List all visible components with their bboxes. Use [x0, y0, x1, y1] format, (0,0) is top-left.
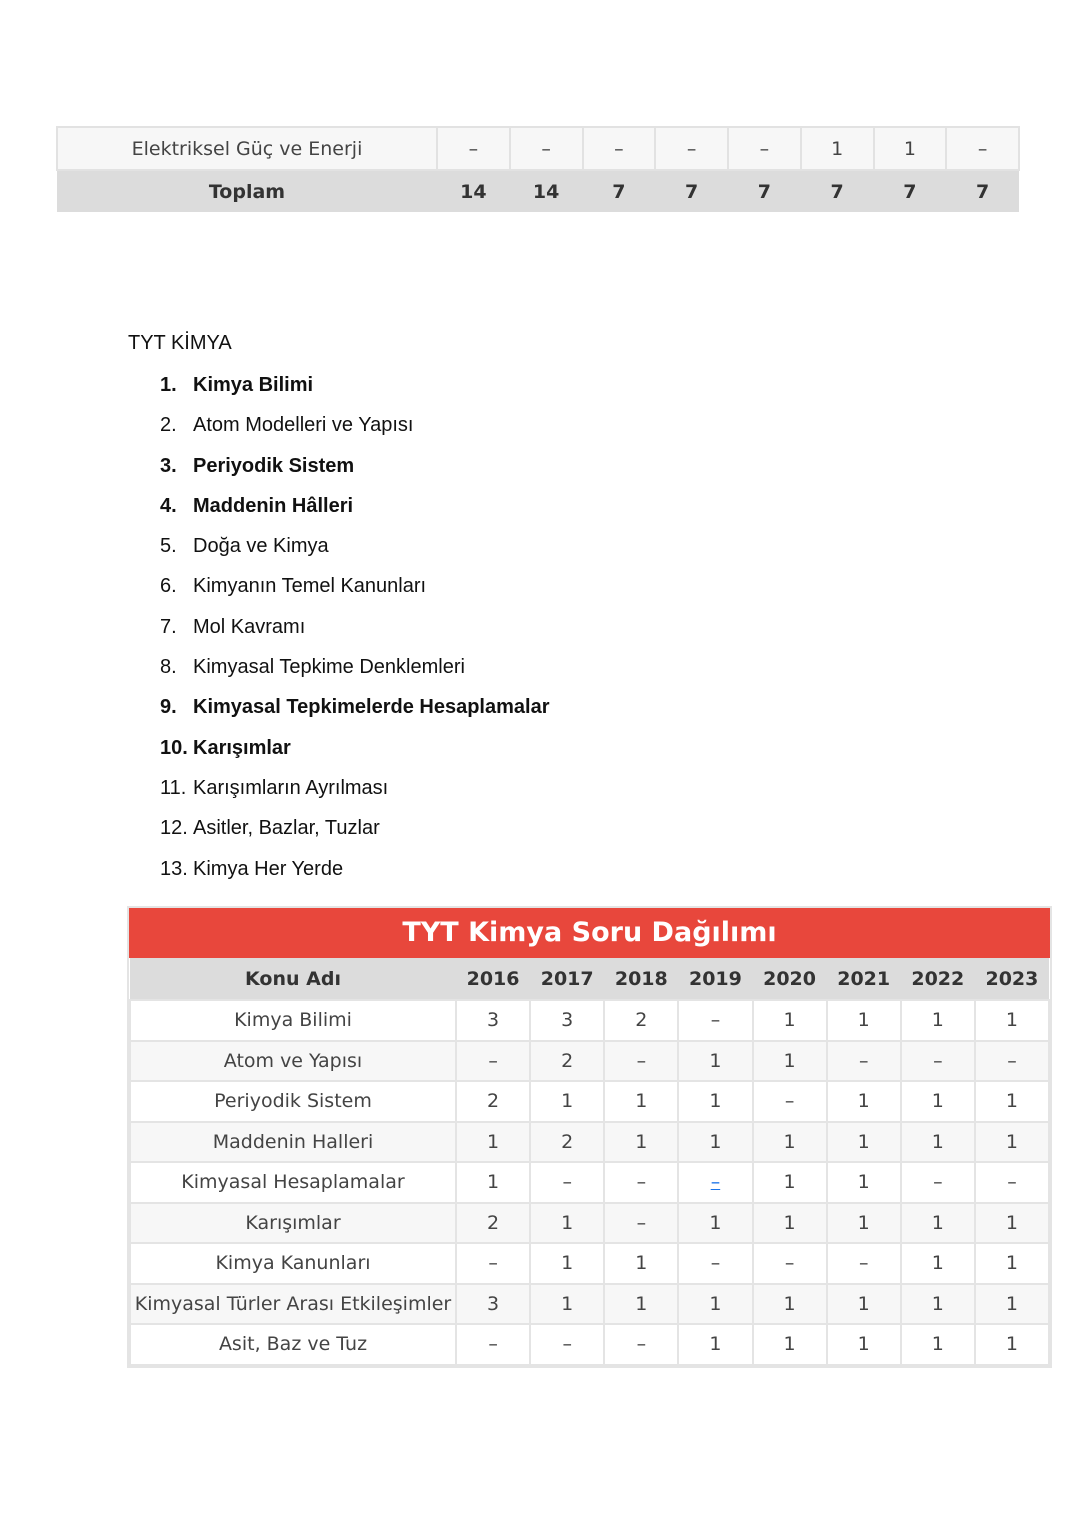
value-cell: 1 — [604, 1243, 678, 1284]
topic-cell: Elektriksel Güç ve Enerji — [57, 127, 437, 170]
topic-label: Kimya Her Yerde — [193, 857, 344, 880]
value-cell: 1 — [901, 1324, 975, 1365]
value-cell: 1 — [827, 1203, 901, 1244]
column-header-year: 2017 — [530, 958, 604, 1000]
value-cell: 3 — [456, 1284, 530, 1325]
value-cell: 1 — [678, 1203, 752, 1244]
value-cell: 1 — [753, 1162, 827, 1203]
topic-cell: Maddenin Halleri — [130, 1122, 456, 1163]
topic-number: 5. — [160, 535, 177, 558]
topic-number: 6. — [160, 575, 177, 598]
value-cell: 1 — [753, 1041, 827, 1082]
topic-label: Atom Modelleri ve Yapısı — [193, 414, 414, 437]
topic-label: Kimyanın Temel Kanunları — [193, 575, 427, 598]
table-row — [130, 1041, 1049, 1082]
value-cell: 1 — [901, 1000, 975, 1041]
topic-list-item — [160, 776, 549, 816]
topic-list-item — [160, 494, 549, 534]
value-cell: 1 — [530, 1203, 604, 1244]
topic-cell: Kimya Bilimi — [130, 1000, 456, 1041]
value-cell: 1 — [678, 1122, 752, 1163]
column-header-topic: Konu Adı — [130, 958, 456, 1000]
topic-list-item — [160, 736, 549, 776]
topic-list-item — [160, 574, 549, 614]
value-cell: 1 — [901, 1203, 975, 1244]
table-row — [130, 1324, 1049, 1365]
topic-list-item — [160, 615, 549, 655]
topic-number: 13. — [160, 857, 188, 880]
table-row — [130, 1000, 1049, 1041]
value-cell: 2 — [456, 1081, 530, 1122]
value-cell: 2 — [530, 1122, 604, 1163]
topic-cell: Kimyasal Hesaplamalar — [130, 1162, 456, 1203]
value-cell: 1 — [753, 1000, 827, 1041]
value-cell: – — [604, 1162, 678, 1203]
value-cell: 1 — [901, 1284, 975, 1325]
topic-cell: Atom ve Yapısı — [130, 1041, 456, 1082]
distribution-title: TYT Kimya Soru Dağılımı — [129, 908, 1050, 958]
topic-label: Asitler, Bazlar, Tuzlar — [193, 817, 380, 840]
topic-number: 1. — [160, 374, 177, 396]
table-header-row — [130, 958, 1049, 1000]
value-cell: – — [456, 1324, 530, 1365]
total-row — [57, 170, 1019, 212]
value-cell: – — [827, 1243, 901, 1284]
value-cell: 1 — [975, 1000, 1049, 1041]
topic-number: 4. — [160, 494, 177, 517]
topic-label: Periyodik Sistem — [193, 454, 355, 477]
value-cell: 1 — [456, 1162, 530, 1203]
value-cell: – — [583, 127, 656, 170]
column-header-year: 2019 — [678, 958, 752, 1000]
value-cell: 1 — [753, 1203, 827, 1244]
topic-number: 10. — [160, 736, 188, 759]
value-cell: – — [678, 1000, 752, 1041]
topic-list-item — [160, 413, 549, 453]
value-cell: 1 — [678, 1041, 752, 1082]
topic-list-item — [160, 655, 549, 695]
value-cell: 1 — [604, 1122, 678, 1163]
table-row — [130, 1081, 1049, 1122]
table-row — [130, 1162, 1049, 1203]
topic-list-item — [160, 373, 549, 413]
topic-label: Kimya Bilimi — [193, 374, 314, 396]
distribution-table-card — [127, 906, 1052, 1368]
value-cell: 1 — [827, 1000, 901, 1041]
value-cell: 2 — [530, 1041, 604, 1082]
topic-cell: Asit, Baz ve Tuz — [130, 1324, 456, 1365]
topic-label: Karışımlar — [193, 736, 291, 759]
topic-number: 3. — [160, 454, 177, 477]
value-cell: – — [604, 1324, 678, 1365]
column-header-year: 2023 — [975, 958, 1049, 1000]
topic-list-item — [160, 695, 549, 735]
value-cell: 1 — [530, 1243, 604, 1284]
value-cell: 1 — [901, 1243, 975, 1284]
value-cell — [678, 1162, 752, 1203]
value-link[interactable]: – — [710, 1171, 721, 1194]
value-cell: – — [604, 1041, 678, 1082]
topic-number: 11. — [160, 776, 187, 799]
topic-cell: Kimya Kanunları — [130, 1243, 456, 1284]
value-cell: – — [456, 1041, 530, 1082]
section-title: TYT KİMYA — [128, 332, 232, 354]
topic-cell: Periyodik Sistem — [130, 1081, 456, 1122]
value-cell: – — [437, 127, 510, 170]
value-cell: 3 — [456, 1000, 530, 1041]
topic-number: 12. — [160, 817, 188, 840]
value-cell: – — [678, 1243, 752, 1284]
table-row — [130, 1203, 1049, 1244]
value-cell: 1 — [530, 1081, 604, 1122]
topic-cell: Karışımlar — [130, 1203, 456, 1244]
table-row — [130, 1284, 1049, 1325]
total-cell: 14 — [437, 170, 510, 212]
value-cell: 1 — [530, 1284, 604, 1325]
total-cell: 7 — [583, 170, 656, 212]
topic-list-item — [160, 857, 549, 897]
table-row — [130, 1243, 1049, 1284]
value-cell: 1 — [975, 1243, 1049, 1284]
column-header-year: 2016 — [456, 958, 530, 1000]
total-cell: 7 — [946, 170, 1019, 212]
column-header-year: 2022 — [901, 958, 975, 1000]
value-cell: 1 — [678, 1081, 752, 1122]
value-cell: – — [604, 1203, 678, 1244]
total-cell: 7 — [728, 170, 801, 212]
value-cell: – — [753, 1243, 827, 1284]
value-cell: 2 — [456, 1203, 530, 1244]
topic-list-item — [160, 454, 549, 494]
topic-label: Doğa ve Kimya — [193, 535, 329, 558]
table-row — [57, 127, 1019, 170]
topic-label: Karışımların Ayrılması — [193, 776, 389, 799]
value-cell: 1 — [678, 1284, 752, 1325]
value-cell: 3 — [530, 1000, 604, 1041]
value-cell: 1 — [753, 1284, 827, 1325]
topic-list-item — [160, 534, 549, 574]
value-cell: 1 — [604, 1284, 678, 1325]
value-cell: – — [728, 127, 801, 170]
value-cell: – — [946, 127, 1019, 170]
topic-label: Maddenin Hâlleri — [193, 494, 354, 517]
value-cell: 1 — [604, 1081, 678, 1122]
value-cell: 1 — [901, 1081, 975, 1122]
column-header-year: 2020 — [753, 958, 827, 1000]
topic-number: 7. — [160, 615, 177, 638]
topic-label: Kimyasal Tepkime Denklemleri — [193, 656, 465, 679]
total-cell: 7 — [874, 170, 947, 212]
value-cell: – — [456, 1243, 530, 1284]
topic-number: 9. — [160, 696, 177, 719]
topic-label: Kimyasal Tepkimelerde Hesaplamalar — [193, 696, 550, 719]
value-cell: 1 — [827, 1324, 901, 1365]
value-cell: 1 — [827, 1122, 901, 1163]
total-cell: 14 — [510, 170, 583, 212]
topic-number: 8. — [160, 656, 177, 679]
value-cell: 1 — [753, 1324, 827, 1365]
value-cell: 2 — [604, 1000, 678, 1041]
value-cell: 1 — [801, 127, 874, 170]
value-cell: 1 — [901, 1122, 975, 1163]
topic-label: Mol Kavramı — [193, 615, 306, 638]
value-cell: 1 — [678, 1324, 752, 1365]
value-cell: – — [975, 1162, 1049, 1203]
value-cell: 1 — [975, 1081, 1049, 1122]
value-cell: – — [655, 127, 728, 170]
total-cell: 7 — [655, 170, 728, 212]
value-cell: 1 — [827, 1284, 901, 1325]
value-cell: 1 — [456, 1122, 530, 1163]
value-cell: – — [753, 1081, 827, 1122]
topic-cell: Kimyasal Türler Arası Etkileşimler — [130, 1284, 456, 1325]
distribution-table — [129, 958, 1050, 1366]
value-cell: – — [530, 1324, 604, 1365]
value-cell: 1 — [874, 127, 947, 170]
table-row — [130, 1122, 1049, 1163]
value-cell: 1 — [975, 1122, 1049, 1163]
value-cell: 1 — [975, 1203, 1049, 1244]
value-cell: – — [901, 1041, 975, 1082]
total-cell: 7 — [801, 170, 874, 212]
column-header-year: 2018 — [604, 958, 678, 1000]
value-cell: – — [530, 1162, 604, 1203]
value-cell: – — [510, 127, 583, 170]
value-cell: – — [975, 1041, 1049, 1082]
column-header-year: 2021 — [827, 958, 901, 1000]
value-cell: 1 — [827, 1081, 901, 1122]
value-cell: 1 — [827, 1162, 901, 1203]
value-cell: – — [901, 1162, 975, 1203]
value-cell: 1 — [975, 1324, 1049, 1365]
value-cell: – — [827, 1041, 901, 1082]
value-cell: 1 — [753, 1122, 827, 1163]
topic-number: 2. — [160, 414, 177, 437]
total-label: Toplam — [57, 170, 437, 212]
previous-distribution-table — [56, 126, 1020, 212]
topic-list — [160, 373, 549, 897]
topic-list-item — [160, 816, 549, 856]
value-cell: 1 — [975, 1284, 1049, 1325]
